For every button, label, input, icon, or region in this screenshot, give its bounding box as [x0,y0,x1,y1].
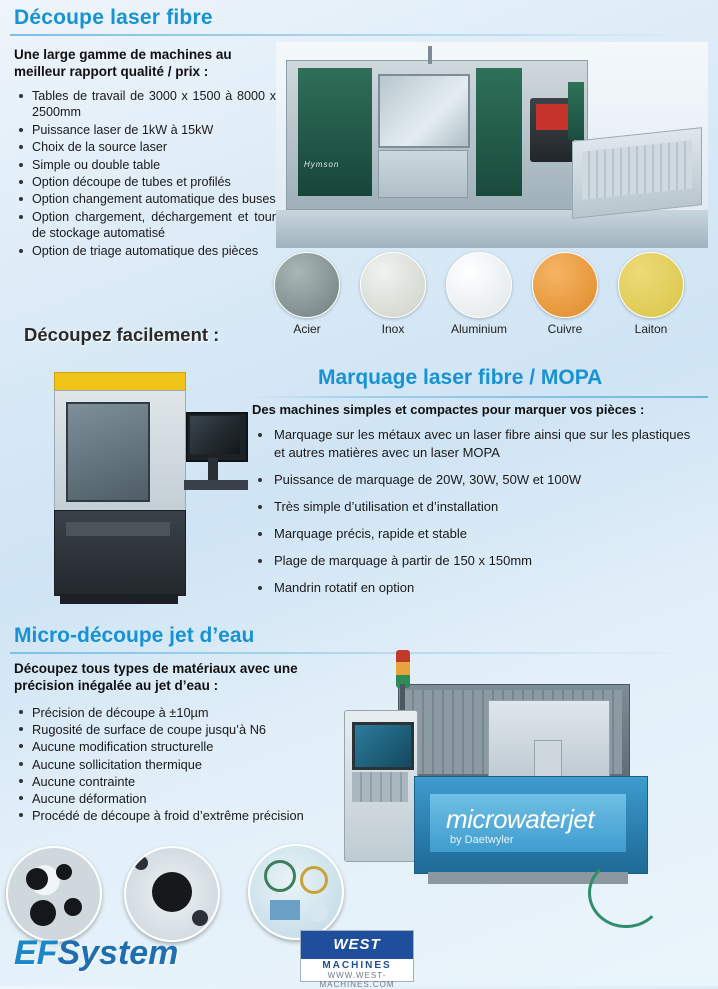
material-swatch-group [272,252,708,352]
material-label: Acier [293,322,321,336]
sample-part-disc-3 [248,844,344,940]
waterjet-control-screen [352,722,414,770]
divider-marquage [250,396,708,398]
material-swatch-acier [272,252,342,336]
list-item: Simple ou double table [14,157,276,173]
sample-detail [270,900,300,920]
waterjet-signal-light [396,650,410,688]
machine-green-panel-right [476,68,522,196]
list-item: Rugosité de surface de coupe jusqu’à N6 [14,721,366,738]
machine-green-strip [568,82,584,140]
list-item: Aucune sollicitation thermique [14,756,366,773]
divider-laser [10,34,690,36]
west-logo-top-text: WEST [301,931,413,959]
machine-brand-label: Hymson [304,160,340,169]
sample-detail [264,860,296,892]
list-item: Procédé de découpe à froid d’extrême précision [14,807,366,824]
material-label: Aluminium [450,322,507,336]
material-disc [360,252,426,318]
machine-signal-pole [428,46,432,64]
section-title-laser: Découpe laser fibre [14,6,213,29]
laser-intro-text: Une large gamme de machines au meilleur rapport qualité / prix : [14,47,232,79]
jetdeau-feature-list [14,704,366,824]
marking-machine-top-cover [54,372,186,392]
list-item: Option chargement, déchargement et tour de stockage automatisé [14,209,276,242]
marquage-feature-list [252,426,704,606]
company-logo-prefix: EF [14,934,58,972]
material-disc [532,252,598,318]
material-label: Cuivre [547,322,583,336]
sample-detail [300,866,328,894]
list-item: Option changement automatique des buses [14,191,276,207]
machine-floor [276,210,708,248]
sample-detail [134,856,148,870]
waterjet-control-buttons [352,772,408,802]
material-disc [618,252,684,318]
material-swatch-inox [358,252,428,336]
marking-machine-drawer [66,522,170,536]
list-item: Puissance laser de 1kW à 15kW [14,122,276,138]
material-label: Laiton [634,322,668,336]
list-item: Puissance de marquage de 20W, 30W, 50W et 100W [252,471,704,489]
list-item: Option découpe de tubes et profilés [14,174,276,190]
waterjet-signal-pole [400,684,405,710]
machine-window-lower [378,150,468,198]
list-item: Précision de découpe à ±10µm [14,704,366,721]
company-logo-name: System [57,934,179,972]
marking-machine-door [66,402,150,502]
laser-cutting-machine-photo [276,42,708,248]
waterjet-hose [588,858,664,928]
company-logo-text [14,934,178,973]
list-item: Marquage sur les métaux avec un laser fibre ainsi que sur les plastiques et autres matières avec un laser MOPA [252,426,704,462]
material-disc [446,252,512,318]
sample-part-disc-2 [124,846,220,942]
list-item: Choix de la source laser [14,139,276,155]
sample-detail [308,902,328,922]
sample-detail [64,898,82,916]
list-item: Mandrin rotatif en option [252,579,704,597]
marking-machine-keyboard [184,480,248,490]
sample-detail [30,900,56,926]
material-label: Inox [381,322,405,336]
list-item: Marquage précis, rapide et stable [252,525,704,543]
list-item: Aucune modification structurelle [14,738,366,755]
material-swatch-aluminium [444,252,514,336]
laser-subtitle: Découpez facilement : [24,324,220,345]
laser-marking-machine-photo [36,370,251,610]
list-item: Aucune contrainte [14,773,366,790]
sample-detail [192,910,208,926]
section-title-jetdeau: Micro-découpe jet d’eau [14,624,255,647]
machine-window-upper [378,74,470,148]
marquage-intro-text: Des machines simples et compactes pour marquer vos pièces : [252,402,645,417]
material-disc [274,252,340,318]
waterjet-machine-photo [338,648,710,938]
waterjet-brand-sub: by Daetwyler [450,834,514,846]
west-machines-logo [300,930,414,989]
list-item: Aucune déformation [14,790,366,807]
machine-console-screen [536,104,568,130]
machine-green-panel-left [298,68,372,196]
laser-feature-list [14,88,276,260]
list-item: Option de triage automatique des pièces [14,243,276,259]
sample-detail [26,868,48,890]
marking-machine-monitor-screen [190,416,240,454]
waterjet-brand-name: microwaterjet [446,804,595,834]
list-item: Très simple d’utilisation et d’installation [252,498,704,516]
list-item: Plage de marquage à partir de 150 x 150mm [252,552,704,570]
marking-machine-feet [60,594,178,604]
material-swatch-cuivre [530,252,600,336]
sample-detail [56,864,72,880]
marking-machine-monitor-stand [208,458,218,480]
sample-part-disc-1 [6,846,102,942]
west-logo-sub-text: WWW.WEST-MACHINES.COM [319,971,395,989]
sample-detail [152,872,192,912]
section-title-marquage: Marquage laser fibre / MOPA [318,366,603,389]
west-logo-mid-text: MACHINES [322,960,392,971]
jetdeau-intro-text: Découpez tous types de matériaux avec une précision inégalée au jet d’eau : [14,661,298,693]
list-item: Tables de travail de 3000 x 1500 à 8000 x 2500mm [14,88,276,121]
material-swatch-laiton [616,252,686,336]
